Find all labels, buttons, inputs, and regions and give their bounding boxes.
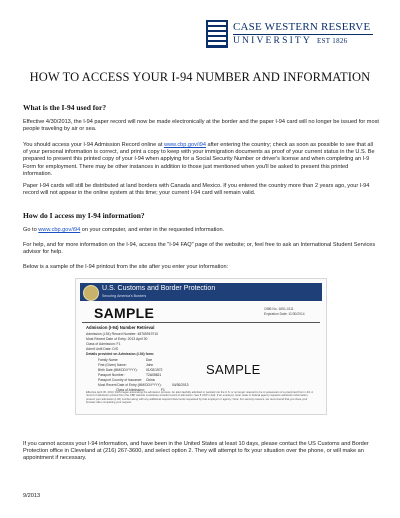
field-label: Birth Date (MM/DD/YYYY): [98,368,138,372]
field-value: China [146,378,155,382]
agency-name: U.S. Customs and Border Protection [102,285,216,292]
paragraph-text: Go to [23,227,39,233]
expiration-date: Expiration Date: 11/30/2014 [264,312,305,316]
paragraph-access-online [23,142,379,178]
paragraph-paper-cards: Paper I-94 cards will still be distributed at land borders with Canada and Mexico. If you entered the country more than 2 years ago, your I-94 record will not appear in the online system at this time; your current I-94 card will remain valid. [23,183,370,197]
university-shield-icon [205,19,229,49]
logo-divider [233,34,373,35]
field-value: T2A05621 [146,373,162,377]
sample-watermark-middle: SAMPLE [206,362,261,377]
sample-i94-printout [75,278,327,415]
field-label: Most Recent Date of Entry (MM/DD/YYYY): [98,383,162,387]
paragraph-help: For help, and for more information on the I-94, access the "I-94 FAQ" page of the website; or, feel free to ask an International Student Services advisor for help. [23,242,376,256]
paragraph-text: after entering the country; check as soon as possible to see that all of your personal information is correct, and print a copy to keep with your immigration documents as proof of your current status in the U.S. Be prepared to present this printed copy of your I-94 when applying for a Social Security Number or driver's license and when completing an I-9 Form for employment. There may be other instances in addition to those just mentioned when you'll be asked to present this printed information. [23,142,375,177]
logo-text-university: UNIVERSITY [233,36,312,46]
dhs-seal-icon [83,285,99,301]
field-label: First (Given) Name: [98,363,127,367]
logo-text-name: CASE WESTERN RESERVE [233,21,371,33]
fine-print: Effective April 30, 2013, DHS began automating the admission process. An alien lawfully admitted or paroled into the U.S. is no longer required to be in possession of a preprinted Form I-94. A record of admission printed from the CBP website constitutes a lawful record of admission. See 8 CFR 1.4(d). If an employer, local, state or federal agency requests admission information, present your admission (I-94) number along with any additional required documents requested by that employer or agency. Note: For security reasons, we recommend that you close your browser after completing your request. [86,391,313,405]
admit-until-row: Admit Until Date: D/S [86,347,119,351]
omb-number: OMB No. 1651-0111 [264,307,294,311]
university-logo [205,17,373,53]
logo-text-established: EST 1826 [317,37,348,45]
record-title: Admission (I-94) Number Retrieval [86,325,155,330]
field-label: Class of Admission: [116,388,145,392]
paragraph-go-to [23,227,379,234]
cbp-i94-link[interactable]: www.cbp.gov/i94 [38,227,81,233]
cbp-header-bar [80,283,322,301]
field-label: Passport Number: [98,373,125,377]
field-value: F1 [161,388,165,392]
field-label: Passport Country of Issuance: [98,378,143,382]
field-value: John [146,363,154,367]
form-divider [82,322,320,323]
field-value: Doe [146,358,153,362]
paragraph-effective: Effective 4/30/2013, the I-94 paper record will now be made electronically at the border and the paper I-94 card will no longer be issued for most people traveling by air or sea. [23,119,379,133]
recent-entry-row: Most Recent Date of Entry: 2013 April 30 [86,337,148,341]
sample-watermark-top: SAMPLE [94,305,155,321]
section-heading-how: How do I access my I-94 information? [23,211,145,220]
admission-number-row: Admission (I-94) Record Number: 48765919710 [86,332,159,336]
details-heading: Details provided on Admission (I-94) form: [86,352,155,356]
paragraph-sample-intro: Below is a sample of the I-94 printout from the site after you enter your information: [23,264,229,270]
agency-tagline: Securing America's Borders [102,294,147,298]
field-value: 01/02/1972 [146,368,163,372]
class-of-admission-row: Class of Admission: F1 [86,342,121,346]
section-heading-what: What is the I-94 used for? [23,103,107,112]
document-date: 9/2013 [23,493,41,499]
field-value: 04/30/2013 [172,383,189,387]
paragraph-contact-cbp: If you cannot access your I-94 information, and have been in the United States at least 10 days, please contact the US Customs and Border Protection office in Cleveland at (216) 267-3600, and select option 2. They will attempt to fix your situation over the phone, or will make an appointment if necessary. [23,441,369,462]
page-title: HOW TO ACCESS YOUR I-94 NUMBER AND INFORMATION [29,70,371,84]
field-label: Family Name: [98,358,119,362]
paragraph-text: You should access your I-94 Admission Record online at [23,142,164,148]
cbp-i94-link[interactable]: www.cbp.gov/i94 [163,142,206,148]
paragraph-text: on your computer, and enter in the requested information. [80,227,225,233]
